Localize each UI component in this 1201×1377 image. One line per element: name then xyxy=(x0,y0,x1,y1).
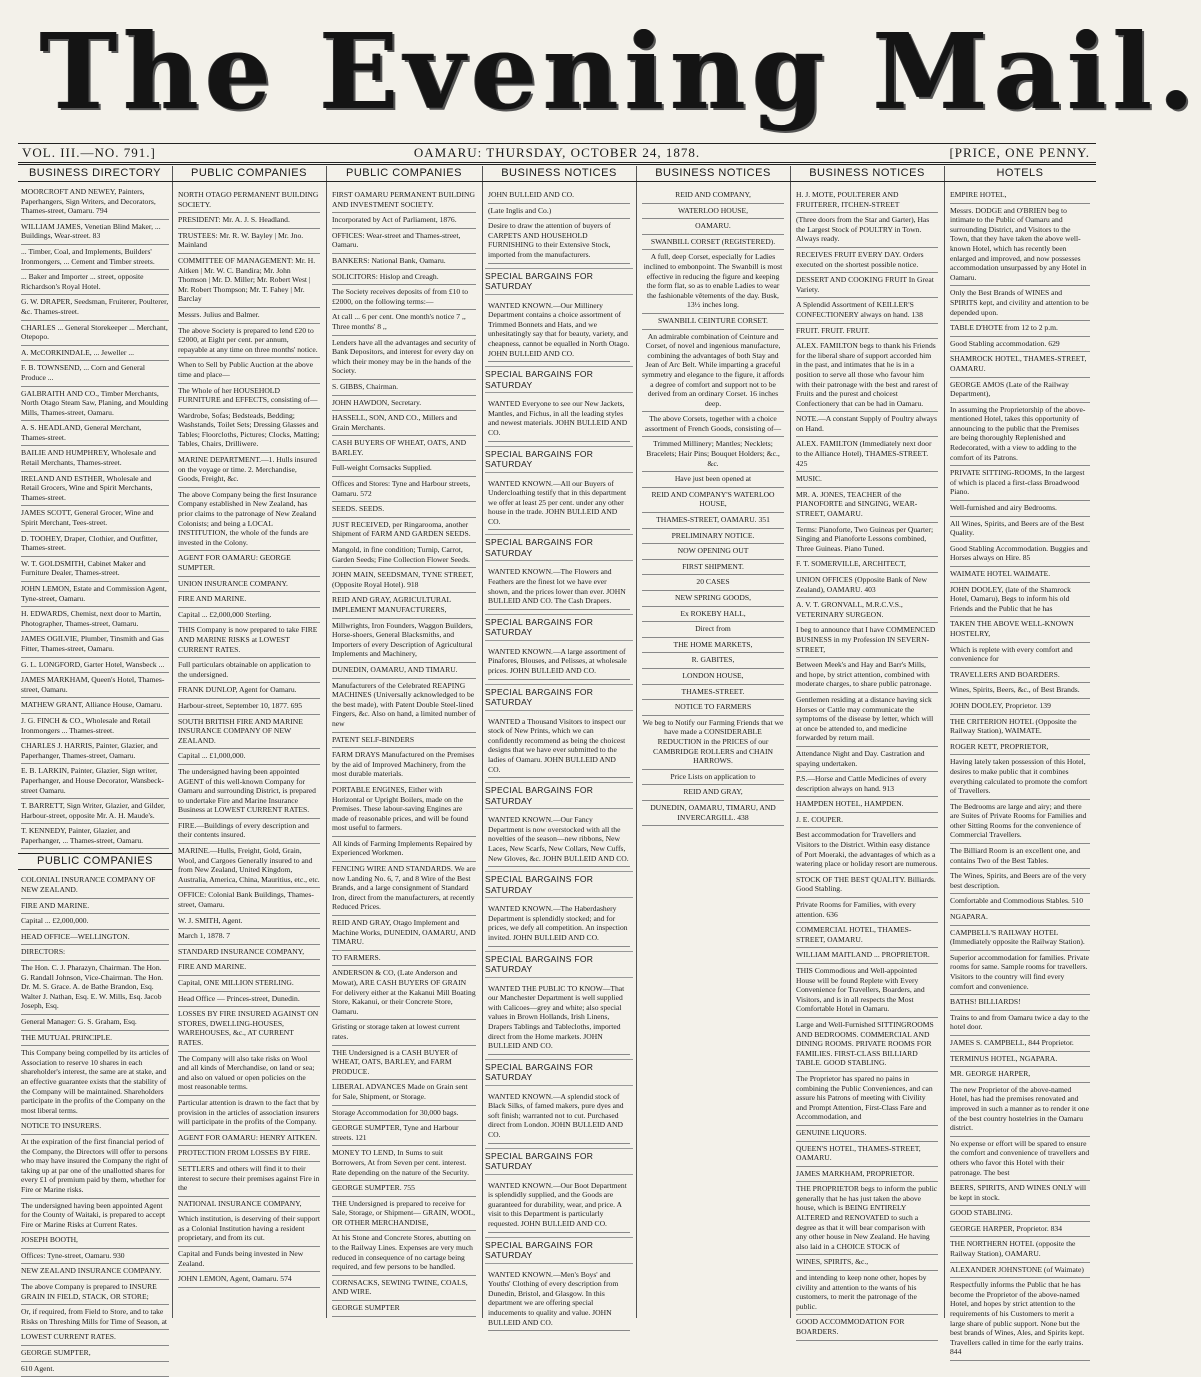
section-header-public-companies: PUBLIC COMPANIES xyxy=(172,166,326,182)
column-3 xyxy=(326,166,483,1318)
notice-paragraph: The above Company being the first Insurance Company established in New Zealand, has prior claims to the patronage of New Zealand Colonists; and being a LOCAL INSTITUTION, the whole of the funds are invested in the Colony. xyxy=(178,488,320,552)
notice-paragraph: CASH BUYERS OF WHEAT, OATS, AND BARLEY. xyxy=(332,436,476,461)
notice-paragraph: THE PROPRIETOR begs to inform the public generally that he has just taken the above house, which is BEING ENTIRELY ALTERED and RENOVATED to such a degree as that it will bear comparison with any other house in New Zealand. He having also laid in a CHOICE STOCK of xyxy=(796,1182,938,1255)
notice-paragraph: THE Undersigned is a CASH BUYER of WHEAT, OATS, BARLEY, and FARM PRODUCE. xyxy=(332,1046,476,1081)
notice-paragraph: FIRE AND MARINE. xyxy=(178,960,320,976)
hotel-paragraph: BATHS! BILLIARDS! xyxy=(950,995,1090,1011)
notice-paragraph: Gentlemen residing at a distance having sick Horses or Cattle may communicate the symptoms of the disease by letter, which will at once be attended to, and medicine forwarded by return mail. xyxy=(796,693,938,747)
directory-listing: BAILIE AND HUMPHREY, Wholesale and Retail Merchants, Thames-street. xyxy=(21,446,169,471)
directory-listing: CHARLES ... General Storekeeper ... Merchant, Otepopo. xyxy=(21,321,169,346)
hotel-paragraph: All Wines, Spirits, and Beers are of the Best Quality. xyxy=(950,517,1090,542)
insurance-paragraph: Offices: Tyne-street, Oamaru. 930 xyxy=(21,1249,169,1265)
hotel-paragraph: THE CRITERION HOTEL (Opposite the Railway Station), WAIMATE. xyxy=(950,715,1090,740)
section-header-business-notices: BUSINESS NOTICES xyxy=(790,166,944,182)
hotel-paragraph: TABLE D'HOTE from 12 to 2 p.m. xyxy=(950,321,1090,337)
notice-paragraph: A. V. T. GRONVALL, M.R.C.V.S., VETERINARY SURGEON. xyxy=(796,598,938,623)
notice-paragraph: TO FARMERS. xyxy=(332,951,476,967)
notice-paragraph: NOTICE TO FARMERS xyxy=(642,700,784,716)
notice-paragraph: SWANBILL CORSET (REGISTERED). xyxy=(642,235,784,251)
notice-paragraph: STOCK OF THE BEST QUALITY. Billiards. Good Stabling. xyxy=(796,873,938,898)
notice-paragraph: PORTABLE ENGINES, Either with Horizontal or Upright Boilers, made on the Premises. These labour-saving Engines are made of reasonable prices, and will be found most useful to farmers. xyxy=(332,783,476,837)
notice-paragraph: Ex ROKEBY HALL, xyxy=(642,607,784,623)
masthead-title: The Evening Mail. xyxy=(40,10,1201,133)
notice-paragraph: OAMARU. xyxy=(642,219,784,235)
section-header-public-companies: PUBLIC COMPANIES xyxy=(326,166,482,182)
notice-paragraph: MARINE DEPARTMENT.—1. Hulls insured on the voyage or time. 2. Merchandise, Goods, Freight, &c. xyxy=(178,453,320,488)
notice-paragraph: MARINE.—Hulls, Freight, Gold, Grain, Wool, and Cargoes Generally insured to and from New Zealand, United Kingdom, Australia, America, China, Mauritius, etc., etc. xyxy=(178,844,320,888)
hotel-paragraph: WAIMATE HOTEL WAIMATE. xyxy=(950,567,1090,583)
notice-paragraph: Capital and Funds being invested in New Zealand. xyxy=(178,1247,320,1272)
directory-listing: MOORCROFT AND NEWEY, Painters, Paperhangers, Sign Writers, and Decorators, Thames-street, Oamaru. 794 xyxy=(21,185,169,220)
special-bargains-banner: SPECIAL BARGAINS FOR SATURDAY xyxy=(485,782,633,809)
notice-paragraph: Have just been opened at xyxy=(642,472,784,488)
insurance-paragraph: At the expiration of the first financial period of the Company, the Directors will offer to persons who may have insured the Company the right of taking up at par one of the unallotted shares for every £1 of premium paid by them, whether for Fire or Marine risks. xyxy=(21,1135,169,1199)
notice-paragraph: GEORGE SUMPTER xyxy=(332,1301,476,1317)
special-bargains-banner: SPECIAL BARGAINS FOR SATURDAY xyxy=(485,1148,633,1175)
insurance-paragraph: FIRE AND MARINE. xyxy=(21,899,169,915)
volume-number: VOL. III.—NO. 791.] xyxy=(22,145,156,160)
hotel-paragraph: Messrs. DODGE and O'BRIEN beg to intimate to the Public of Oamaru and surrounding District, and Visitors to the Town, that they have taken the above well-known Hotel, which has recently been enlarged and improved, and now possesses accommodation unsurpassed by any Hotel in Oamaru. xyxy=(950,204,1090,287)
notice-paragraph: Large and Well-Furnished SITTINGROOMS AND BEDROOMS. COMMERCIAL AND DINING ROOMS. PRIVATE ROOMS FOR FAMILIES. FIRST-CLASS BILLIARD TABLE. GOOD STABLING. xyxy=(796,1018,938,1072)
notice-paragraph: J. E. COUPER. xyxy=(796,813,938,829)
insurance-paragraph: General Manager: G. S. Graham, Esq. xyxy=(21,1015,169,1031)
wanted-known-notice: WANTED THE PUBLIC TO KNOW—That our Manchester Department is well supplied with Calicoes—grey and white; also special values in Brown Hollands, Irish Linens, Drapers Tablings and Tablecloths, imported direct from the Home markets. JOHN BULLEID AND CO. xyxy=(488,982,630,1055)
directory-listing: JAMES MARKHAM, Queen's Hotel, Thames-street, Oamaru. xyxy=(21,673,169,698)
colonial-insurance-ad xyxy=(18,873,172,1377)
hotel-paragraph: SHAMROCK HOTEL, THAMES-STREET, OAMARU. xyxy=(950,352,1090,377)
notice-paragraph: Millwrights, Iron Founders, Waggon Builders, Horse-shoers, General Blacksmiths, and Importers of every Description of Agricultural Implements and Machinery, xyxy=(332,619,476,663)
hotel-paragraph: TAKEN THE ABOVE WELL-KNOWN HOSTELRY, xyxy=(950,617,1090,642)
hotel-paragraph: The Billiard Room is an excellent one, and contains Two of the Best Tables. xyxy=(950,844,1090,869)
directory-listing: T. BARRETT, Sign Writer, Glazier, and Gilder, Harbour-street, opposite Mr. A. H. Maude's. xyxy=(21,799,169,824)
hotel-paragraph: MR. GEORGE HARPER, xyxy=(950,1067,1090,1083)
notice-paragraph: When to Sell by Public Auction at the above time and place— xyxy=(178,358,320,383)
hotel-paragraph: THE NORTHERN HOTEL (opposite the Railway Station), OAMARU. xyxy=(950,1237,1090,1262)
notice-paragraph: W. J. SMITH, Agent. xyxy=(178,914,320,930)
special-bargains-banner: SPECIAL BARGAINS FOR SATURDAY xyxy=(485,1237,633,1264)
notice-paragraph: STANDARD INSURANCE COMPANY, xyxy=(178,945,320,961)
notice-paragraph: Trimmed Millinery; Mantles; Necklets; Bracelets; Hair Pins; Bouquet Holders; &c., &c. xyxy=(642,437,784,472)
section-header-business-directory: BUSINESS DIRECTORY xyxy=(18,166,172,182)
notice-paragraph: NOW OPENING OUT xyxy=(642,544,784,560)
hotel-paragraph: GEORGE HARPER, Proprietor. 834 xyxy=(950,1222,1090,1238)
notice-paragraph: Mangold, in fine condition; Turnip, Carrot, Garden Seeds; Fine Collection Flower Seeds. xyxy=(332,543,476,568)
hotel-paragraph: Good Stabling accommodation. 629 xyxy=(950,337,1090,353)
notice-paragraph: DESSERT AND COOKING FRUIT In Great Variety. xyxy=(796,273,938,298)
notice-paragraph: FIRST SHIPMENT. xyxy=(642,560,784,576)
notice-paragraph: TRUSTEES: Mr. R. W. Bayley | Mr. Jno. Mainland xyxy=(178,229,320,254)
hotel-paragraph: The Wines, Spirits, and Beers are of the very best description. xyxy=(950,869,1090,894)
notice-paragraph: HASSELL, SON, AND CO., Millers and Grain Merchants. xyxy=(332,411,476,436)
notice-paragraph: MR. A. JONES, TEACHER of the PIANOFORTE and SINGING, WEAR-STREET, OAMARU. xyxy=(796,488,938,523)
bulleid-paragraph: JOHN BULLEID AND CO. xyxy=(488,188,630,204)
notice-paragraph: An admirable combination of Ceinture and Corset, of novel and ingenious manufacture, combining the advantages of both Stay and Jean of Arc Belt. While imparting a graceful symmetry and elegance to the figure, it affords a degree of comfort and support not to be derived from an ordinary Corset. 16 inches deep. xyxy=(642,330,784,413)
bulleid-paragraph: (Late Inglis and Co.) xyxy=(488,204,630,220)
wanted-known-notice: WANTED KNOWN.—Our Boot Department is splendidly supplied, and the Goods are guaranteed for durability, wear, and price. A visit to this Department is particularly requested. JOHN BULLEID AND CO. xyxy=(488,1179,630,1233)
notice-paragraph: S. GIBBS, Chairman. xyxy=(332,380,476,396)
notice-paragraph: Messrs. Julius and Balmer. xyxy=(178,308,320,324)
notice-paragraph: THE Undersigned is prepared to receive for Sale, Storage, or Shipment— GRAIN, WOOL, OR OTHER MERCHANDISE, xyxy=(332,1197,476,1232)
notice-paragraph: and intending to keep none other, hopes by civility and attention to the wants of his customers, to merit the patronage of the public. xyxy=(796,1271,938,1315)
column-4 xyxy=(482,166,637,1327)
directory-listing: ... Baker and Importer ... street, opposite Richardson's Royal Hotel. xyxy=(21,270,169,295)
wanted-known-notice: WANTED Everyone to see our New Jackets, Mantles, and Fichus, in all the leading styles and newest materials. JOHN BULLEID AND CO. xyxy=(488,397,630,441)
notice-paragraph: P.S.—Horse and Cattle Medicines of every description always on hand. 913 xyxy=(796,772,938,797)
wanted-known-notice: WANTED KNOWN.—Men's Boys' and Youths' Clothing of every description from Dunedin, Bristol, and Glasgow. In this department we are offering special inducements to quality and value. JOHN BULLEID AND CO. xyxy=(488,1268,630,1332)
notice-paragraph: Head Office — Princes-street, Dunedin. xyxy=(178,992,320,1008)
hotel-paragraph: Wines, Spirits, Beers, &c., of Best Brands. xyxy=(950,683,1090,699)
insurance-paragraph: The above Company is prepared to INSURE GRAIN IN FIELD, STACK, OR STORE; xyxy=(21,1280,169,1305)
directory-listing: JAMES OGILVIE, Plumber, Tinsmith and Gas Fitter, Thames-street, Oamaru. xyxy=(21,632,169,657)
notice-paragraph: SOLICITORS: Hislop and Creagh. xyxy=(332,270,476,286)
notice-paragraph: Terms: Pianoforte, Two Guineas per Quarter; Singing and Pianoforte Lessons combined, Three Guineas. Piano Tuned. xyxy=(796,523,938,558)
directory-listing: CHARLES J. HARRIS, Painter, Glazier, and Paperhanger, Thames-street, Oamaru. xyxy=(21,739,169,764)
notice-paragraph: Full particulars obtainable on application to the undersigned. xyxy=(178,658,320,683)
special-bargains-banner: SPECIAL BARGAINS FOR SATURDAY xyxy=(485,446,633,473)
notice-paragraph: GENUINE LIQUORS. xyxy=(796,1126,938,1142)
directory-listing: GALBRAITH AND CO., Timber Merchants, North Otago Steam Saw, Planing, and Moulding Mills, Thames-street, Oamaru. xyxy=(21,387,169,422)
notice-paragraph: Incorporated by Act of Parliament, 1876. xyxy=(332,213,476,229)
special-bargains-banner: SPECIAL BARGAINS FOR SATURDAY xyxy=(485,534,633,561)
notice-paragraph: The Company will also take risks on Wool and all kinds of Merchandise, on land or sea; and also on valued or open policies on the most reasonable terms. xyxy=(178,1052,320,1096)
column-5 xyxy=(636,166,791,1318)
hotel-paragraph: ALEXANDER JOHNSTONE (of Waimate) xyxy=(950,1263,1090,1279)
notice-paragraph: REID AND GRAY, xyxy=(642,785,784,801)
public-companies-ads xyxy=(175,185,323,1291)
notice-paragraph: Wardrobe, Sofas; Bedsteads, Bedding; Washstands, Toilet Sets; Dressing Glasses and Tables; Floorcloths, Pictures; Clocks, Matting; Tables, Chairs, Drilliwere. xyxy=(178,409,320,453)
section-header-public-companies: PUBLIC COMPANIES xyxy=(18,853,172,870)
notice-paragraph: THAMES-STREET. xyxy=(642,685,784,701)
insurance-paragraph: LOWEST CURRENT RATES. xyxy=(21,1330,169,1346)
issue-date: OAMARU: THURSDAY, OCTOBER 24, 1878. xyxy=(413,145,701,160)
special-bargains-banner: SPECIAL BARGAINS FOR SATURDAY xyxy=(485,366,633,393)
notice-paragraph: COMMERCIAL HOTEL, THAMES-STREET, OAMARU. xyxy=(796,923,938,948)
notice-paragraph: GEORGE SUMPTER, Tyne and Harbour streets. 121 xyxy=(332,1121,476,1146)
column-7 xyxy=(944,166,1096,1357)
notice-paragraph: ANDERSON & CO, (Late Anderson and Mowat), ARE CASH BUYERS OF GRAIN For delivery either at the Kakanui Mill Boating Store, Kakanui, or their Concrete Store, Oamaru. xyxy=(332,966,476,1020)
notice-paragraph: Manufacturers of the Celebrated REAPING MACHINES (Universally acknowledged to be the best made), with Patent Double Steel-lined Fingers, &c. Also on hand, a limited number of new xyxy=(332,679,476,733)
insurance-paragraph: GEORGE SUMPTER, xyxy=(21,1346,169,1362)
notice-paragraph: LIBERAL ADVANCES Made on Grain sent for Sale, Shipment, or Storage. xyxy=(332,1080,476,1105)
notice-paragraph: LONDON HOUSE, xyxy=(642,669,784,685)
notice-paragraph: H. J. MOTE, POULTERER AND FRUITERER, ITCHEN-STREET xyxy=(796,188,938,213)
notice-paragraph: The undersigned having been appointed AGENT of this well-known Company for Oamaru and surrounding District, is prepared to undertake Fire and Marine Insurance Business at LOWEST CURRENT RATES. xyxy=(178,765,320,819)
notice-paragraph: Price Lists on application to xyxy=(642,770,784,786)
hotel-paragraph: JAMES S. CAMPBELL, 844 Proprietor. xyxy=(950,1036,1090,1052)
dateline xyxy=(18,143,1096,165)
section-header-business-notices: BUSINESS NOTICES xyxy=(482,166,636,182)
wanted-known-notice: WANTED KNOWN.—All our Buyers of Undercloathing testify that in this department we offer at least 25 per cent. under any other house in the trade. JOHN BULLEID AND CO. xyxy=(488,477,630,531)
notice-paragraph: OFFICE: Colonial Bank Buildings, Thames-street, Oamaru. xyxy=(178,888,320,913)
hotel-paragraph: JOHN DOOLEY, Proprietor. 139 xyxy=(950,699,1090,715)
notice-paragraph: Capital ... £1,000,000. xyxy=(178,749,320,765)
notice-paragraph: ALEX. FAMILTON (Immediately next door to the Alliance Hotel), THAMES-STREET. 425 xyxy=(796,437,938,472)
insurance-paragraph: The Hon. C. J. Pharazyn, Chairman. The Hon. G. Randall Johnson, Vice-Chairman. The Hon. Dr. M. S. Grace. A. de Bathe Brandon, Esq. Walter J. Nathan, Esq. E. W. Mills, Esq. Jacob Joseph, Esq. xyxy=(21,961,169,1015)
notice-paragraph: REID AND GRAY, AGRICULTURAL IMPLEMENT MANUFACTURERS, xyxy=(332,593,476,618)
notice-paragraph: March 1, 1878. 7 xyxy=(178,929,320,945)
directory-listing: D. TOOHEY, Draper, Clothier, and Outfitter, Thames-street. xyxy=(21,532,169,557)
directory-listing: JOHN LEMON, Estate and Commission Agent, Tyne-street, Oamaru. xyxy=(21,582,169,607)
hotel-paragraph: ROGER KETT, PROPRIETOR, xyxy=(950,740,1090,756)
notice-paragraph: The Society receives deposits of from £10 to £2000, on the following terms:— xyxy=(332,285,476,310)
wanted-known-notice: WANTED KNOWN.—A large assortment of Pinafores, Blouses, and Pelisses, at wholesale prices. JOHN BULLEID AND CO. xyxy=(488,645,630,680)
hotel-paragraph: GOOD STABLING. xyxy=(950,1206,1090,1222)
notice-paragraph: JAMES MARKHAM, PROPRIETOR. xyxy=(796,1167,938,1183)
directory-listing: J. G. FINCH & CO., Wholesale and Retail Ironmongers ... Thames-street. xyxy=(21,714,169,739)
directory-listing: H. EDWARDS, Chemist, next door to Martin, Photographer, Thames-street, Oamaru. xyxy=(21,607,169,632)
notice-paragraph: COMMITTEE OF MANAGEMENT: Mr. H. Aitken | Mr. W. C. Bandira; Mr. John Thomson | Mr. D. Miller; Mr. Robert West | Mr. Robert Thompson; Mr. T. Fahey | Mr. Barclay xyxy=(178,254,320,308)
notice-paragraph: Lenders have all the advantages and security of Bank Depositors, and interest for every day on which their money may be in the hands of the Society. xyxy=(332,336,476,380)
newspaper-columns xyxy=(18,166,1096,1373)
hotel-paragraph: TERMINUS HOTEL, NGAPARA. xyxy=(950,1052,1090,1068)
notice-paragraph: SWANBILL CEINTURE CORSET. xyxy=(642,314,784,330)
hotel-paragraph: Trains to and from Oamaru twice a day to the hotel door. xyxy=(950,1011,1090,1036)
insurance-paragraph: DIRECTORS: xyxy=(21,945,169,961)
notice-paragraph: Between Meek's and Hay and Barr's Mills, and hope, by strict attention, combined with moderate charges, to share public patronage. xyxy=(796,658,938,693)
notice-paragraph: FENCING WIRE AND STANDARDS. We are now Landing No. 6, 7, and 8 Wire of the Best Brands, and a large consignment of Standard Iron, direct from the manufacturers, at recently Reduced Prices. xyxy=(332,862,476,916)
notice-paragraph: At his Stone and Concrete Stores, abutting on to the Railway Lines. Expenses are very much reduced in consequence of no cartage being required, and few persons to be handled. xyxy=(332,1231,476,1275)
notice-paragraph: A full, deep Corset, especially for Ladies inclined to embonpoint. The Swanbill is most effective in reducing the figure and keeping the form flat, so as to enable Ladies to wear the fashionable vêtements of the day. Busk, 13½ inches long. xyxy=(642,250,784,314)
hotel-paragraph: No expense or effort will be spared to ensure the comfort and convenience of travellers and others who favor this Hotel with their patronage. The best xyxy=(950,1137,1090,1181)
notice-paragraph: CORNSACKS, SEWING TWINE, COALS, AND WIRE. xyxy=(332,1276,476,1301)
notice-paragraph: FIRST OAMARU PERMANENT BUILDING AND INVESTMENT SOCIETY. xyxy=(332,188,476,213)
notice-paragraph: Direct from xyxy=(642,622,784,638)
notice-paragraph: FARM DRAYS Manufactured on the Premises by the aid of Improved Machinery, from the most durable materials. xyxy=(332,748,476,783)
notice-paragraph: JOHN LEMON, Agent, Oamaru. 574 xyxy=(178,1272,320,1288)
notice-paragraph: REID AND GRAY, Otago Implement and Machine Works, DUNEDIN, OAMARU, AND TIMARU. xyxy=(332,916,476,951)
directory-listing: W. T. GOLDSMITH, Cabinet Maker and Furniture Dealer, Thames-street. xyxy=(21,557,169,582)
notice-paragraph: FRUIT. FRUIT. FRUIT. xyxy=(796,324,938,340)
notice-paragraph: 20 CASES xyxy=(642,575,784,591)
notice-paragraph: HAMPDEN HOTEL, HAMPDEN. xyxy=(796,797,938,813)
notice-paragraph: SETTLERS and others will find it to their interest to secure their premises against Fire in the xyxy=(178,1162,320,1197)
hotel-ads xyxy=(947,185,1093,1364)
insurance-paragraph: Or, if required, from Field to Store, and to take Risks on Threshing Mills for Time of Season, at xyxy=(21,1305,169,1330)
insurance-paragraph: JOSEPH BOOTH, xyxy=(21,1233,169,1249)
insurance-paragraph: HEAD OFFICE—WELLINGTON. xyxy=(21,930,169,946)
notice-paragraph: DUNEDIN, OAMARU, TIMARU, AND INVERCARGILL. 438 xyxy=(642,801,784,826)
directory-listing: A. S. HEADLAND, General Merchant, Thames-street. xyxy=(21,421,169,446)
wanted-known-notice: WANTED KNOWN.—A splendid stock of Black Silks, of famed makers, pure dyes and soft finish; warranted not to cut. Purchased direct from London. JOHN BULLEID AND CO. xyxy=(488,1090,630,1144)
notice-paragraph: UNION INSURANCE COMPANY. xyxy=(178,577,320,593)
notice-paragraph: Particular attention is drawn to the fact that by provision in the articles of association insurers will participate in the profits of the Company. xyxy=(178,1096,320,1131)
wanted-known-notice: WANTED a Thousand Visitors to inspect our stock of New Prints, which we can confidently recommend as being the choicest designs that we have ever submitted to the ladies of Oamaru. JOHN BULLEID AND CO. xyxy=(488,715,630,779)
notice-paragraph: PRESIDENT: Mr. A. J. S. Headland. xyxy=(178,213,320,229)
notice-paragraph: PRELIMINARY NOTICE. xyxy=(642,529,784,545)
business-directory-list xyxy=(18,185,172,849)
hotel-paragraph: NGAPARA. xyxy=(950,910,1090,926)
tradesmen-and-hotels xyxy=(793,185,941,1344)
notice-paragraph: WILLIAM MAITLAND ... PROPRIETOR. xyxy=(796,948,938,964)
notice-paragraph: MUSIC. xyxy=(796,472,938,488)
notice-paragraph: Storage Accommodation for 30,000 bags. xyxy=(332,1106,476,1122)
notice-paragraph: SEEDS. SEEDS. xyxy=(332,502,476,518)
section-header-hotels: HOTELS xyxy=(944,166,1096,182)
directory-listing: F. B. TOWNSEND, ... Corn and General Produce ... xyxy=(21,361,169,386)
notice-paragraph: JOHN MAIN, SEEDSMAN, TYNE STREET, (Opposite Royal Hotel). 918 xyxy=(332,568,476,593)
notice-paragraph: Offices and Stores: Tyne and Harbour streets, Oamaru. 572 xyxy=(332,477,476,502)
notice-paragraph: R. GABITES, xyxy=(642,653,784,669)
notice-paragraph: JOHN HAWDON, Secretary. xyxy=(332,396,476,412)
notice-paragraph: WINES, SPIRITS, &c., xyxy=(796,1255,938,1271)
hotel-paragraph: TRAVELLERS AND BOARDERS. xyxy=(950,668,1090,684)
column-1 xyxy=(18,166,173,1373)
notice-paragraph: THAMES-STREET, OAMARU. 351 xyxy=(642,513,784,529)
notice-paragraph: FRANK DUNLOP, Agent for Oamaru. xyxy=(178,683,320,699)
directory-listing: E. B. LARKIN, Painter, Glazier, Sign writer, Paperhanger, and House Decorator, Wansbeck-street Oamaru. xyxy=(21,764,169,799)
column-6 xyxy=(790,166,945,1336)
directory-listing: IRELAND AND ESTHER, Wholesale and Retail Grocers, Wine and Spirit Merchants, Thames-street. xyxy=(21,472,169,507)
wanted-known-notice: WANTED KNOWN.—The Flowers and Feathers are the finest lot we have ever shown, and the prices lower than ever. JOHN BULLEID AND CO. The Cash Drapers. xyxy=(488,565,630,609)
notice-paragraph: (Three doors from the Star and Garter), Has the Largest Stock of POULTRY in Town. Always ready. xyxy=(796,213,938,248)
hotel-paragraph: Having lately taken possession of this Hotel, desires to make public that it combines everything calculated to promote the comfort of Travellers. xyxy=(950,755,1090,799)
special-bargains-banner: SPECIAL BARGAINS FOR SATURDAY xyxy=(485,268,633,295)
notice-paragraph: MONEY TO LEND, In Sums to suit Borrowers, At from Seven per cent. interest. Rate depending on the nature of the Security. xyxy=(332,1146,476,1181)
notice-paragraph: The Proprietor has spared no pains in combining the Public Conveniences, and can assure his Patrons of meeting with Civility and Prompt Attention, First-Class Fare and Accommodation, and xyxy=(796,1072,938,1126)
directory-listing: MATHEW GRANT, Alliance House, Oamaru. xyxy=(21,698,169,714)
notice-paragraph: We beg to Notify our Farming Friends that we have made a CONSIDERABLE REDUCTION in the PRICES of our CAMBRIDGE ROLLERS and CHAIN HARROWS. xyxy=(642,716,784,770)
hotel-paragraph: Comfortable and Commodious Stables. 510 xyxy=(950,894,1090,910)
hotel-paragraph: Good Stabling Accommodation. Buggies and Horses always on Hire. 85 xyxy=(950,542,1090,567)
notice-paragraph: GEORGE SUMPTER. 755 xyxy=(332,1181,476,1197)
hotel-paragraph: The Bedrooms are large and airy; and there are Suites of Private Rooms for Families and other Sitting Rooms for the convenience of Commercial Travellers. xyxy=(950,800,1090,844)
notice-paragraph: FIRE AND MARINE. xyxy=(178,592,320,608)
wanted-known-notice: WANTED KNOWN.—Our Millinery Department contains a choice assortment of Trimmed Bonnets and Hats, and we unhesitatingly say that for beauty, variety, and cheapness, cannot be equalled in North Otago. JOHN BULLEID AND CO. xyxy=(488,299,630,363)
notice-paragraph: F. T. SOMERVILLE, ARCHITECT, xyxy=(796,557,938,573)
notice-paragraph: OFFICES: Wear-street and Thames-street, Oamaru. xyxy=(332,229,476,254)
building-society-and-notices xyxy=(329,185,479,1320)
directory-listing: A. McCORKINDALE, ... Jeweller ... xyxy=(21,346,169,362)
hotel-paragraph: Which is replete with every comfort and convenience for xyxy=(950,643,1090,668)
notice-paragraph: DUNEDIN, OAMARU, AND TIMARU. xyxy=(332,663,476,679)
notice-paragraph: FIRE.—Buildings of every description and their contents insured. xyxy=(178,819,320,844)
notice-paragraph: PATENT SELF-BINDERS xyxy=(332,733,476,749)
notice-paragraph: Gristing or storage taken at lowest current rates. xyxy=(332,1020,476,1045)
price: [PRICE, ONE PENNY. xyxy=(949,145,1090,160)
insurance-paragraph: NEW ZEALAND INSURANCE COMPANY. xyxy=(21,1264,169,1280)
notice-paragraph: AGENT FOR OAMARU: HENRY AITKEN. xyxy=(178,1131,320,1147)
notice-paragraph: Full-weight Cornsacks Supplied. xyxy=(332,461,476,477)
hotel-paragraph: JOHN DOOLEY, (late of the Shamrock Hotel, Oamaru), Begs to inform his old Friends and the Public that he has xyxy=(950,583,1090,618)
notice-paragraph: Attendance Night and Day. Castration and spaying undertaken. xyxy=(796,747,938,772)
notice-paragraph: BANKERS: National Bank, Oamaru. xyxy=(332,254,476,270)
notice-paragraph: JUST RECEIVED, per Ringarooma, another Shipment of FARM AND GARDEN SEEDS. xyxy=(332,518,476,543)
notice-paragraph: I beg to announce that I have COMMENCED BUSINESS in my Profession IN SEVERN-STREET, xyxy=(796,623,938,658)
insurance-paragraph: NOTICE TO INSURERS. xyxy=(21,1119,169,1135)
hotel-paragraph: Only the Best Brands of WINES and SPIRITS kept, and civility and attention to be depended upon. xyxy=(950,286,1090,321)
special-bargains-banner: SPECIAL BARGAINS FOR SATURDAY xyxy=(485,871,633,898)
notice-paragraph: THE HOME MARKETS, xyxy=(642,638,784,654)
notice-paragraph: THIS Company is now prepared to take FIRE AND MARINE RISKS at LOWEST CURRENT RATES. xyxy=(178,623,320,658)
notice-paragraph: Best accommodation for Travellers and Visitors to the District. Within easy distance of Port Moeraki, the advantages of which as a watering place or holiday resort are numerous. xyxy=(796,828,938,872)
directory-listing: JAMES SCOTT, General Grocer, Wine and Spirit Merchant, Tees-street. xyxy=(21,506,169,531)
directory-listing: WILLIAM JAMES, Venetian Blind Maker, ... Buildings, Wear-street. 83 xyxy=(21,220,169,245)
notice-paragraph: Capital, ONE MILLION STERLING. xyxy=(178,976,320,992)
hotel-paragraph: Well-furnished and airy Bedrooms. xyxy=(950,501,1090,517)
directory-listing: G. L. LONGFORD, Garter Hotel, Wansbeck ... xyxy=(21,658,169,674)
waterloo-house-notices xyxy=(639,185,787,829)
notice-paragraph: NOTE.—A constant Supply of Poultry always on Hand. xyxy=(796,412,938,437)
special-bargains-banner: SPECIAL BARGAINS FOR SATURDAY xyxy=(485,614,633,641)
special-bargains-banner: SPECIAL BARGAINS FOR SATURDAY xyxy=(485,684,633,711)
directory-listing: T. KENNEDY, Painter, Glazier, and Paperhanger, ... Thames-street, Oamaru. xyxy=(21,824,169,849)
notice-paragraph: The above Society is prepared to lend £20 to £2000, at Eight per cent. per annum, repayable at any time on three months' notice. xyxy=(178,324,320,359)
special-bargains-banner: SPECIAL BARGAINS FOR SATURDAY xyxy=(485,951,633,978)
notice-paragraph: Private Rooms for Families, with every attention. 636 xyxy=(796,898,938,923)
insurance-paragraph: THE MUTUAL PRINCIPLE. xyxy=(21,1031,169,1047)
notice-paragraph: NEW SPRING GOODS, xyxy=(642,591,784,607)
notice-paragraph: A Splendid Assortment of KEILLER'S CONFECTIONERY always on hand. 138 xyxy=(796,298,938,323)
notice-paragraph: THIS Commodious and Well-appointed House will be found Replete with Every Convenience for Travellers, Boarders, and Visitors, and is in all respects the Most Comfortable Hotel in Oamaru. xyxy=(796,964,938,1018)
notice-paragraph: The Whole of her HOUSEHOLD FURNITURE and EFFECTS, consisting of— xyxy=(178,384,320,409)
notice-paragraph: UNION OFFICES (Opposite Bank of New Zealand), OAMARU. 403 xyxy=(796,573,938,598)
notice-paragraph: NORTH OTAGO PERMANENT BUILDING SOCIETY. xyxy=(178,188,320,213)
insurance-paragraph: 610 Agent. xyxy=(21,1362,169,1377)
notice-paragraph: ALEX. FAMILTON begs to thank his Friends for the liberal share of support accorded him in the past, and intimates that he is in a position to serve all those who favour him with their patronage with the best and rarest of Fruits and the purest and choicest Confectionery that can be had in Oamaru. xyxy=(796,339,938,412)
notice-paragraph: RECEIVES FRUIT EVERY DAY. Orders executed on the shortest possible notice. xyxy=(796,248,938,273)
notice-paragraph: Harbour-street, September 10, 1877. 695 xyxy=(178,699,320,715)
notice-paragraph: At call ... 6 per cent. One month's notice 7 ,, Three months' 8 ,, xyxy=(332,310,476,335)
wanted-known-notice: WANTED KNOWN.—The Haberdashery Department is splendidly stocked; and for prices, we defy all competition. An inspection invited. JOHN BULLEID AND CO. xyxy=(488,902,630,946)
hotel-paragraph: BEERS, SPIRITS, AND WINES ONLY will be kept in stock. xyxy=(950,1181,1090,1206)
hotel-paragraph: GEORGE AMOS (Late of the Railway Department), xyxy=(950,378,1090,403)
notice-paragraph: SOUTH BRITISH FIRE AND MARINE INSURANCE COMPANY OF NEW ZEALAND. xyxy=(178,715,320,750)
notice-paragraph: REID AND COMPANY'S WATERLOO HOUSE, xyxy=(642,488,784,513)
notice-paragraph: PROTECTION FROM LOSSES BY FIRE. xyxy=(178,1146,320,1162)
hotel-paragraph: In assuming the Proprietorship of the above-mentioned Hotel, takes this opportunity of announcing to the public that the Premises are being thoroughly Replenished and Redecorated, with a view to adding to the comfort of its Patrons. xyxy=(950,403,1090,467)
column-2 xyxy=(172,166,327,1318)
hotel-paragraph: The new Proprietor of the above-named Hotel, has had the premises renovated and improved in such a manner as to render it one of the best country hostelries in the Oamaru district. xyxy=(950,1083,1090,1137)
hotel-paragraph: Respectfully informs the Public that he has become the Proprietor of the above-named Hotel, and hopes by strict attention to the requirements of his Customers to merit a large share of public support. None but the best brands of Wines, Ales, and Spirits kept. Travellers called in time for the early trains. 844 xyxy=(950,1278,1090,1361)
section-header-business-notices: BUSINESS NOTICES xyxy=(636,166,790,182)
hotel-paragraph: Superior accommodation for families. Private rooms for same. Sample rooms for travellers. Visitors to the country will find every comfort and convenience. xyxy=(950,951,1090,995)
insurance-paragraph: The undersigned having been appointed Agent for the County of Waitaki, is prepared to accept Fire or Marine Risks at Current Rates. xyxy=(21,1199,169,1234)
notice-paragraph: All kinds of Farming Implements Repaired by Experienced Workmen. xyxy=(332,837,476,862)
hotel-paragraph: PRIVATE SITTING-ROOMS, In the largest of which is placed a first-class Broadwood Piano. xyxy=(950,466,1090,501)
notice-paragraph: Which institution, is deserving of their support as a Colonial Institution having a resident proprietary, and from its cut. xyxy=(178,1212,320,1247)
insurance-paragraph: COLONIAL INSURANCE COMPANY OF NEW ZEALAND. xyxy=(21,873,169,898)
notice-paragraph: GOOD ACCOMMODATION FOR BOARDERS. xyxy=(796,1315,938,1340)
bulleid-notices xyxy=(485,185,633,1334)
notice-paragraph: QUEEN'S HOTEL, THAMES-STREET, OAMARU. xyxy=(796,1142,938,1167)
hotel-paragraph: CAMPBELL'S RAILWAY HOTEL (Immediately opposite the Railway Station). xyxy=(950,926,1090,951)
bulleid-paragraph: Desire to draw the attention of buyers of CARPETS AND HOUSEHOLD FURNISHING to their Extensive Stock, imported from the manufacturers. xyxy=(488,219,630,263)
notice-paragraph: LOSSES BY FIRE INSURED AGAINST ON STORES, DWELLING-HOUSES, WAREHOUSES, &c., AT CURRENT RATES. xyxy=(178,1007,320,1051)
notice-paragraph: AGENT FOR OAMARU: GEORGE SUMPTER. xyxy=(178,551,320,576)
insurance-paragraph: Capital ... £2,000,000. xyxy=(21,914,169,930)
directory-listing: G. W. DRAPER, Seedsman, Fruiterer, Poulterer, &c. Thames-street. xyxy=(21,295,169,320)
special-bargains-banner: SPECIAL BARGAINS FOR SATURDAY xyxy=(485,1059,633,1086)
notice-paragraph: REID AND COMPANY, xyxy=(642,188,784,204)
notice-paragraph: Capital ... £2,000,000 Sterling. xyxy=(178,608,320,624)
directory-listing: ... Timber, Coal, and Implements, Builders' Ironmongers, ... Cement and Timber streets. xyxy=(21,245,169,270)
hotel-paragraph: EMPIRE HOTEL, xyxy=(950,188,1090,204)
notice-paragraph: WATERLOO HOUSE, xyxy=(642,204,784,220)
notice-paragraph: The above Corsets, together with a choice assortment of French Goods, consisting of— xyxy=(642,412,784,437)
notice-paragraph: NATIONAL INSURANCE COMPANY, xyxy=(178,1197,320,1213)
insurance-paragraph: This Company being compelled by its articles of Association to reserve 10 shares in each shareholder's interest, the same are at stake, and an effective guarantee exists that the stability of the Company will be maintained. Shareholders participate in the profits of the Company on the most liberal terms. xyxy=(21,1046,169,1119)
wanted-known-notice: WANTED KNOWN.—Our Fancy Department is now overstocked with all the novelties of the season—new ribbons, New Laces, New Scarfs, New Collars, New Cuffs, New Gloves, &c. JOHN BULLEID AND CO. xyxy=(488,813,630,867)
